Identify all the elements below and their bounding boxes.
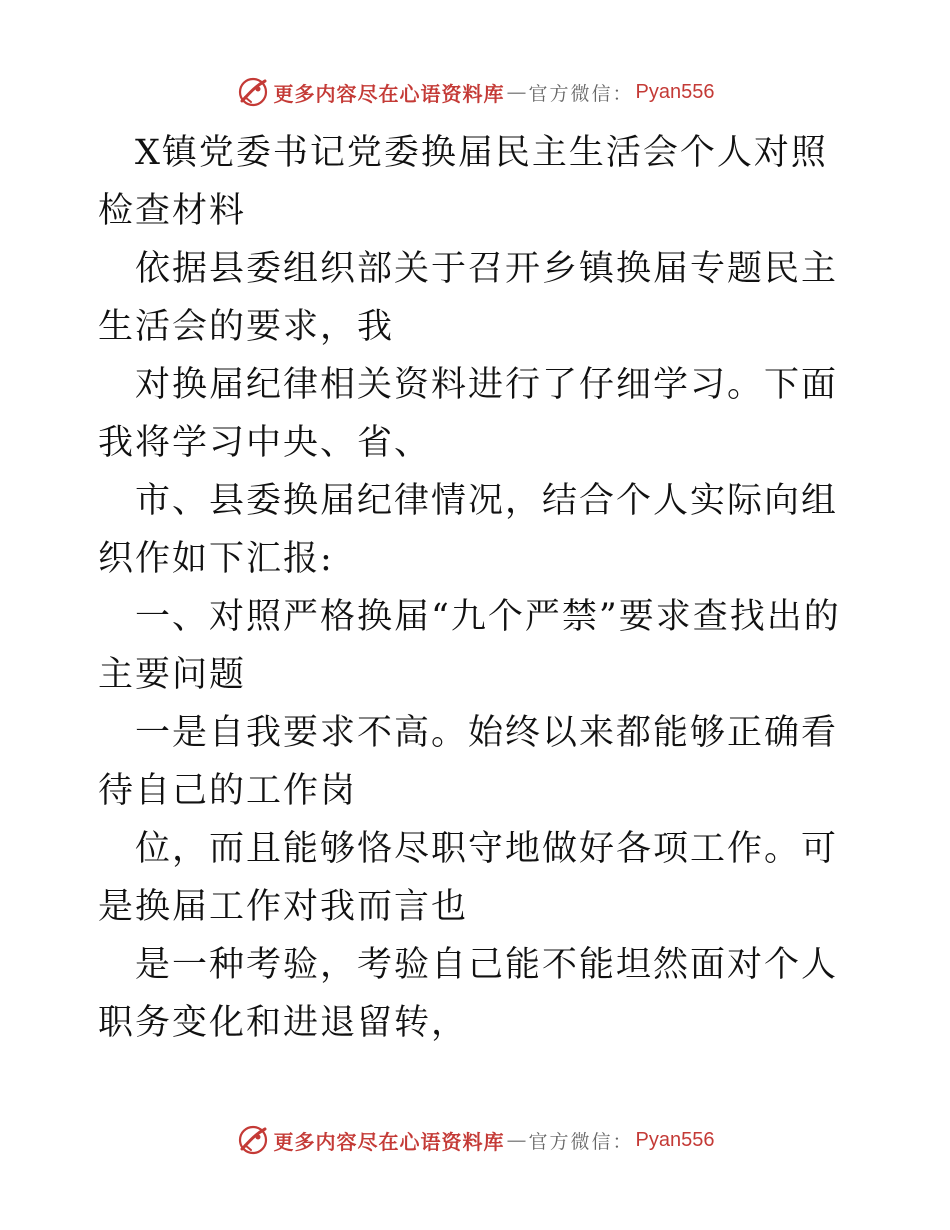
footer-watermark-banner xyxy=(0,1120,950,1160)
banner-wechat-label: 官方微信： xyxy=(528,1130,634,1153)
banner-dash: — xyxy=(506,1128,527,1152)
banner-wechat-label: 官方微信： xyxy=(528,82,634,105)
pen-logo-icon xyxy=(236,1123,270,1157)
paragraph: 一是自我要求不高。始终以来都能够正确看待自己的工作岗 xyxy=(98,713,839,811)
paragraph: 依据县委组织部关于召开乡镇换届专题民主生活会的要求，我 xyxy=(98,249,839,347)
paragraph: 位，而且能够恪尽职守地做好各项工作。可是换届工作对我而言也 xyxy=(98,829,839,927)
banner-brand-text: 更多内容尽在心语资料库 xyxy=(273,81,505,106)
pen-logo-icon xyxy=(236,75,270,109)
paragraph: 对换届纪律相关资料进行了仔细学习。下面我将学习中央、省、 xyxy=(98,365,839,463)
document-body xyxy=(98,124,858,1052)
section-heading: 一、对照严格换届“九个严禁”要求查找出的主要问题 xyxy=(98,597,841,695)
banner-dash: — xyxy=(506,80,527,104)
paragraph: 市、县委换届纪律情况，结合个人实际向组织作如下汇报: xyxy=(98,481,839,579)
banner-wechat-id: Pyan556 xyxy=(635,80,715,103)
header-watermark-banner xyxy=(0,72,950,112)
banner-brand-text: 更多内容尽在心语资料库 xyxy=(273,1129,505,1154)
document-title: X镇党委书记党委换届民主生活会个人对照检查材料 xyxy=(98,133,828,231)
paragraph: 是一种考验，考验自己能不能坦然面对个人职务变化和进退留转， xyxy=(98,945,839,1043)
banner-wechat-id: Pyan556 xyxy=(635,1128,715,1151)
